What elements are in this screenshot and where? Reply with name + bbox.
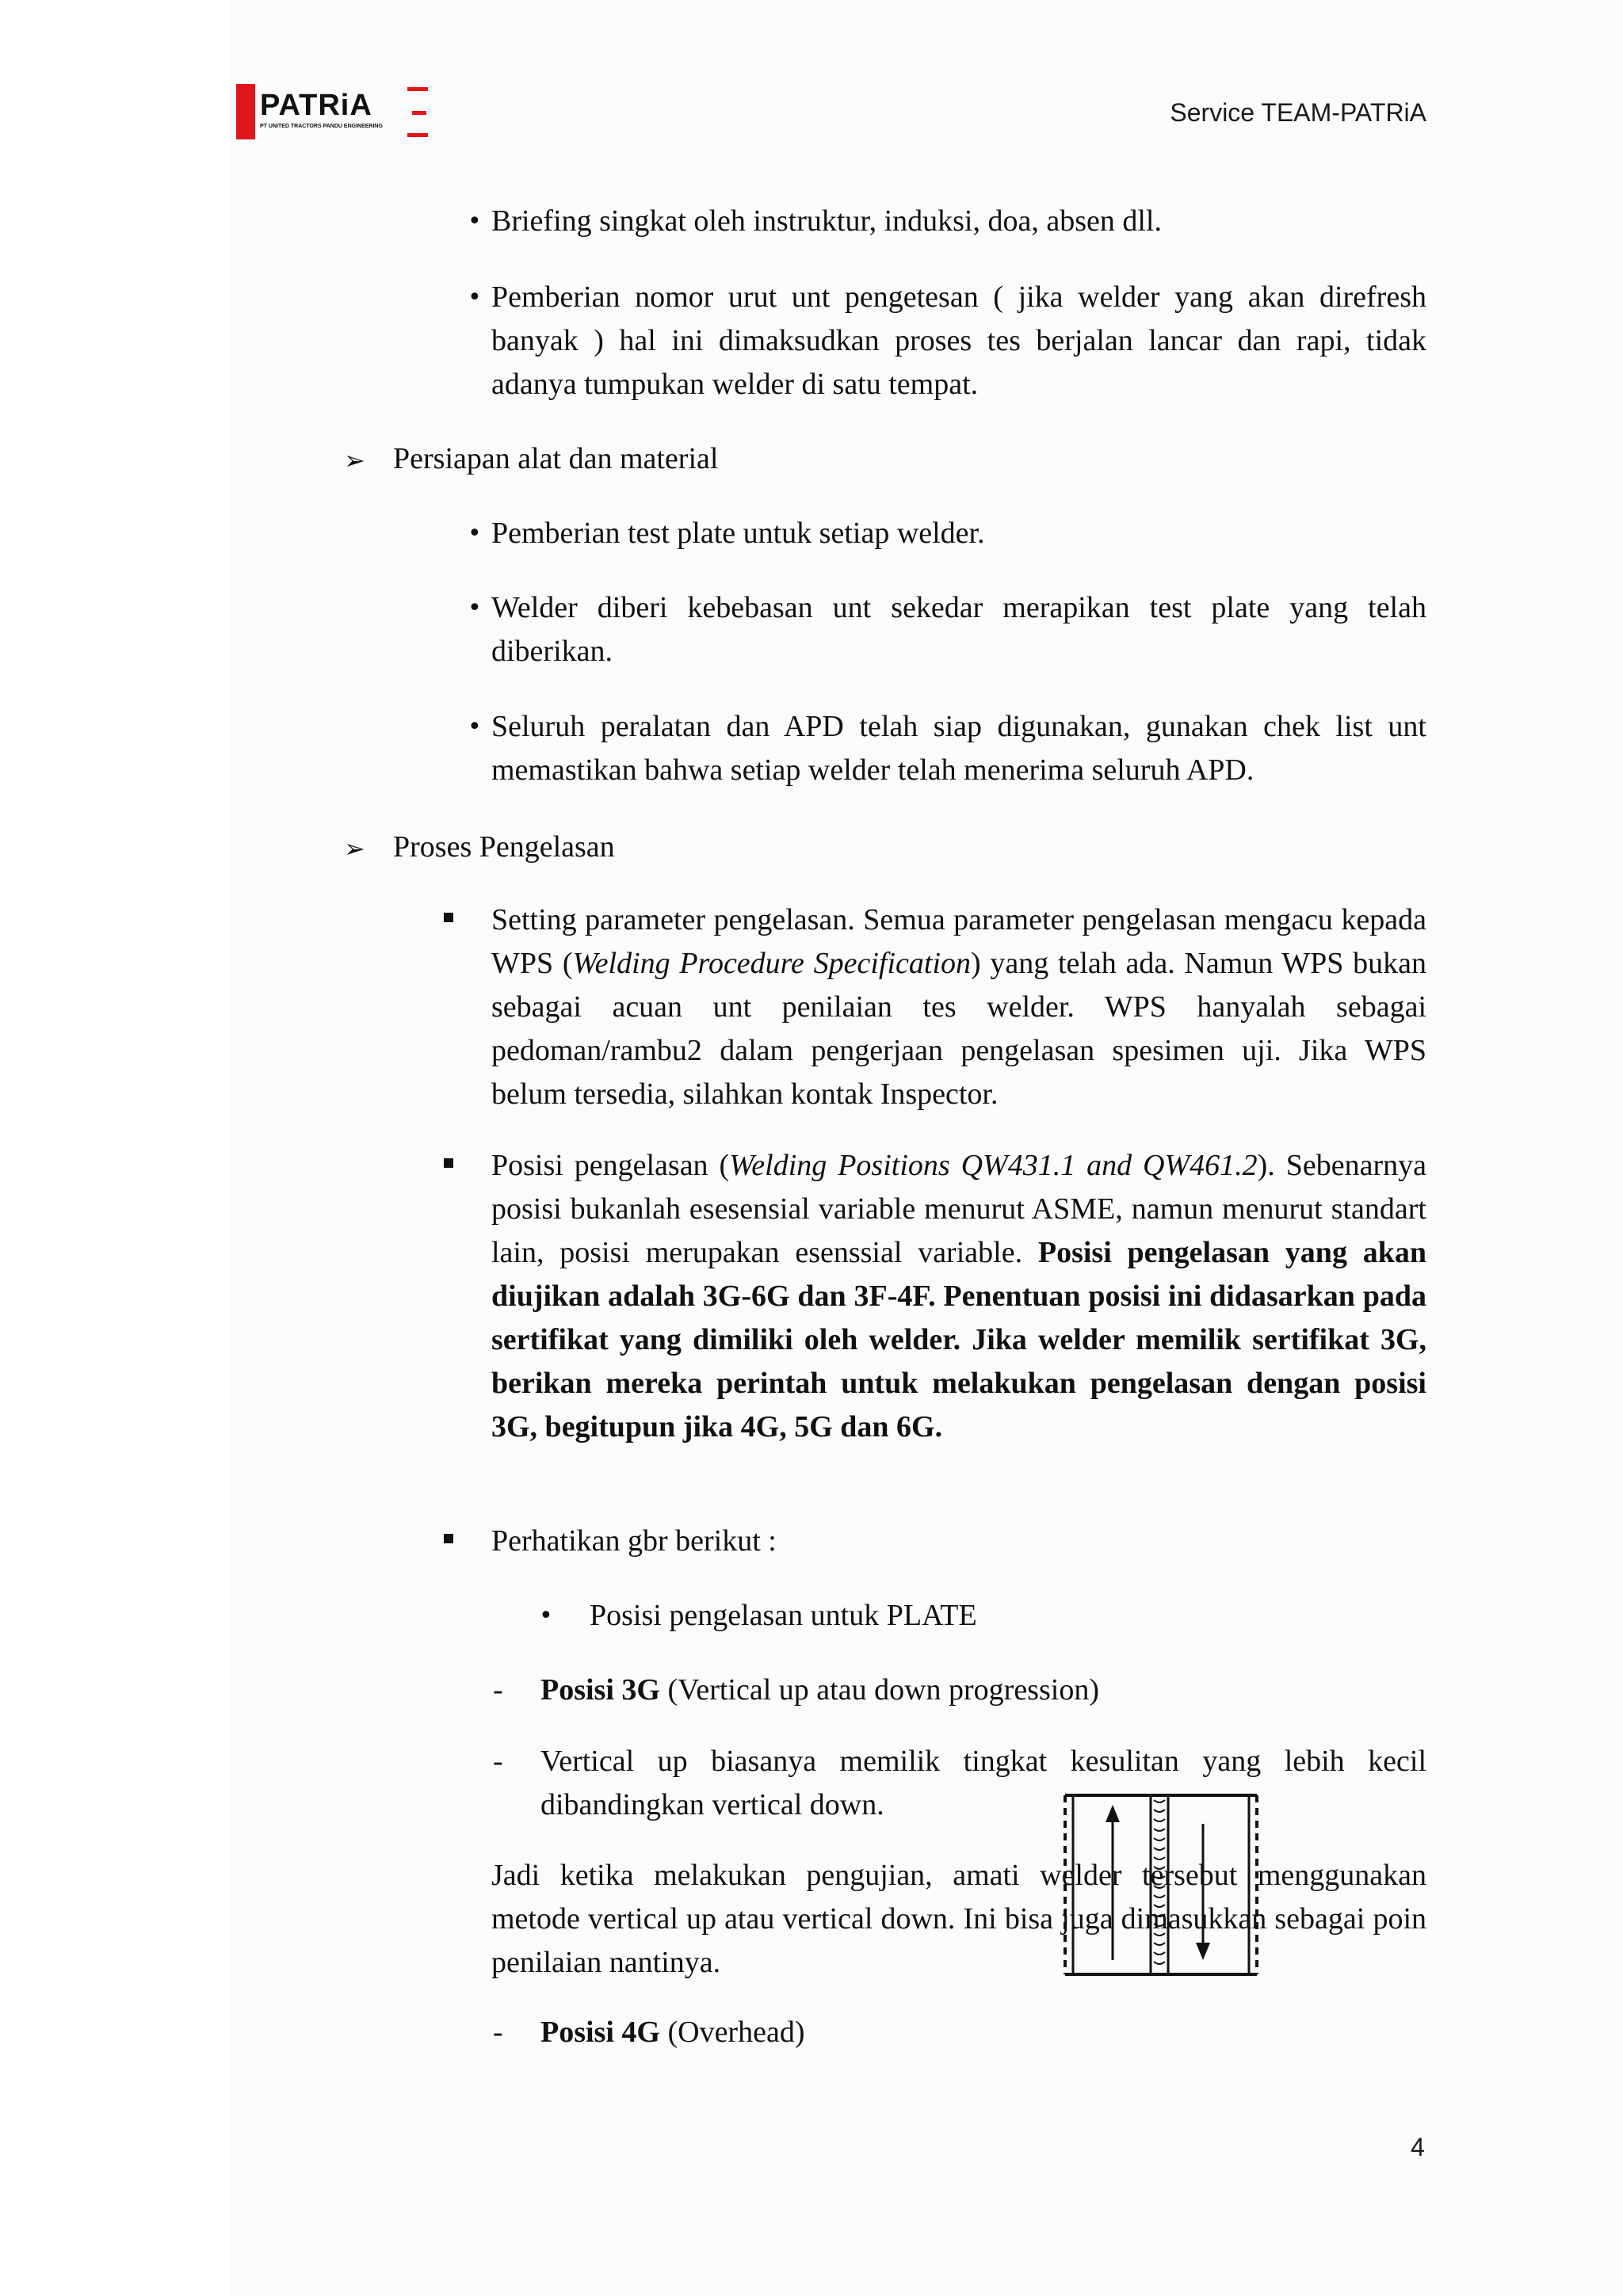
logo-red-bar: [236, 84, 255, 139]
arrow-bullet-icon: ➢: [344, 833, 365, 864]
arrow-up-icon: [1106, 1805, 1120, 1822]
bullet-icon: •: [468, 594, 482, 622]
arrow-bullet-icon: ➢: [344, 445, 365, 475]
bullet-posisi-plate: Posisi pengelasan untuk PLATE: [590, 1599, 977, 1632]
section-heading-proses: Proses Pengelasan: [393, 830, 615, 864]
diagram-frame: [1062, 1791, 1260, 1978]
item-posisi-4g: [540, 2011, 1426, 2054]
logo-dash: [412, 111, 426, 115]
bullet-icon: •: [468, 284, 482, 311]
paragraph-perhatikan-gambar: Perhatikan gbr berikut :: [491, 1524, 777, 1558]
logo-dash: [407, 133, 428, 137]
square-bullet-icon: [444, 1534, 453, 1543]
bullet-icon: •: [468, 520, 482, 547]
bullet-briefing: Briefing singkat oleh instruktur, induksi, doa, absen dll.: [491, 204, 1162, 238]
patria-logo: [236, 84, 434, 141]
bullet-icon: •: [468, 713, 482, 741]
header-team-label: Service TEAM-PATRiA: [1170, 98, 1426, 127]
arrow-down-icon: [1196, 1943, 1210, 1960]
text-run-bold: Posisi 3G: [540, 1673, 660, 1707]
square-bullet-icon: [444, 913, 453, 922]
weld-bead: [1154, 1800, 1165, 1964]
text-run: Posisi pengelasan (: [491, 1149, 730, 1182]
bullet-test-plate: Pemberian test plate untuk setiap welder.: [491, 517, 985, 550]
paragraph-posisi-pengelasan: [491, 1144, 1426, 1449]
text-run: ). Sebenarnya posisi bukanlah esesensial variable menurut ASME, namun menurut standart lain, posisi merupakan esenssial variable.: [491, 1149, 1426, 1269]
paragraph-jadi-ketika: Jadi ketika melakukan pengujian, amati welder tersebut menggunakan metode vertical up atau vertical down. Ini bisa juga dimasukkan sebagai poin penilaian nantinya.: [491, 1859, 1426, 1979]
section-heading-persiapan: Persiapan alat dan material: [393, 442, 719, 475]
bullet-nomor-urut: Pemberian nomor urut unt pengetesan ( jika welder yang akan direfresh banyak ) hal ini dimaksudkan proses tes berjalan lancar dan rapi, tidak adanya tumpukan welder di satu tempat.: [491, 280, 1426, 401]
item-vertical-up: Vertical up biasanya memilik tingkat kesulitan yang lebih kecil dibandingkan vertical down.: [540, 1745, 1426, 1821]
text-run-bold: Posisi pengelasan yang akan diujikan adalah 3G-6G dan 3F-4F. Penentuan posisi ini didasarkan pada sertifikat yang dimiliki oleh welder. Jika welder memilik sertifikat 3G, berikan mereka perintah untuk melakukan pengelasan dengan posisi 3G, begitupun jika 4G, 5G dan 6G.: [491, 1236, 1426, 1444]
logo-subtitle: PT UNITED TRACTORS PANDU ENGINEERING: [260, 124, 383, 129]
item-posisi-3g: [540, 1669, 1426, 1712]
dash-marker: -: [493, 1745, 503, 1778]
text-run: ) yang telah ada. Namun WPS bukan sebagai acuan unt penilaian tes welder. WPS hanyalah sebagai pedoman/rambu2 dalam pengerjaan pengelasan spesimen uji. Jika WPS belum tersedia, silahkan kontak Inspector.: [491, 947, 1427, 1111]
paragraph-setting-parameter: [491, 898, 1426, 1116]
bullet-peralatan-apd: Seluruh peralatan dan APD telah siap digunakan, gunakan chek list unt memastikan bahwa setiap welder telah menerima seluruh APD.: [491, 710, 1426, 787]
text-run-italic: Welding Procedure Specification: [572, 947, 972, 980]
dash-marker: -: [493, 1673, 503, 1707]
bullet-icon: •: [539, 1602, 553, 1630]
page-header: [0, 0, 1623, 158]
text-run: (Overhead): [659, 2016, 805, 2049]
page-number: 4: [1411, 2133, 1425, 2161]
bullet-welder-kebebasan: Welder diberi kebebasan unt sekedar merapikan test plate yang telah diberikan.: [491, 591, 1426, 668]
text-run-bold: Posisi 4G: [540, 2016, 660, 2049]
weld-3g-diagram: [1062, 1791, 1260, 1978]
logo-text: PATRiA: [260, 89, 372, 122]
text-run: Setting parameter pengelasan. Semua parameter pengelasan mengacu kepada WPS (: [491, 903, 1426, 980]
square-bullet-icon: [444, 1158, 453, 1168]
text-run: (Vertical up atau down progression): [659, 1673, 1099, 1707]
dash-marker: -: [493, 2016, 503, 2049]
bullet-icon: •: [468, 208, 482, 235]
text-run-italic: Welding Positions QW431.1 and QW461.2: [729, 1149, 1258, 1182]
logo-dash: [407, 87, 428, 91]
